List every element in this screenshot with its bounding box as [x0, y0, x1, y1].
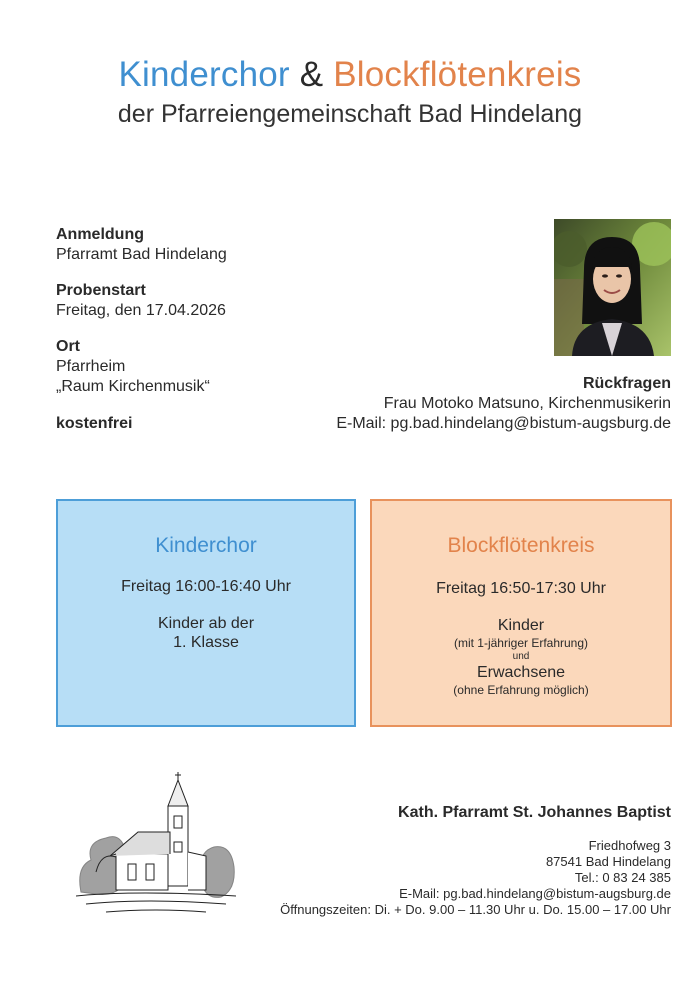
title-ampersand: &: [299, 55, 324, 94]
parish-name: Kath. Pfarramt St. Johannes Baptist: [398, 804, 671, 821]
contact-heading: Rückfragen: [582, 375, 671, 392]
start-value: Freitag, den 17.04.2026: [56, 302, 226, 319]
parish-phone: Tel.: 0 83 24 385: [574, 870, 671, 885]
place-line-1: Pfarrheim: [56, 358, 126, 375]
kinderchor-box: [56, 499, 356, 727]
church-icon: [76, 772, 236, 918]
blockfloetenkreis-time: Freitag 16:50-17:30 Uhr: [436, 580, 606, 597]
contact-name: Frau Motoko Matsuno, Kirchenmusikerin: [383, 395, 671, 412]
blockfloetenkreis-box: [370, 499, 672, 727]
kinderchor-box-title: Kinderchor: [155, 534, 257, 557]
blockfloetenkreis-group-erwachsene: Erwachsene: [476, 664, 566, 681]
contact-photo: [554, 219, 671, 356]
cost-block: [56, 414, 132, 434]
title-blockfloetenkreis: Blockflötenkreis: [333, 55, 582, 94]
blockfloetenkreis-and: und: [512, 651, 530, 662]
place-heading: Ort: [56, 338, 80, 355]
registration-heading: Anmeldung: [56, 226, 144, 243]
start-block: [56, 281, 226, 321]
kinderchor-audience-line-2: 1. Klasse: [173, 634, 239, 651]
contact-block: [336, 374, 671, 434]
parish-opening-hours: Öffnungszeiten: Di. + Do. 9.00 – 11.30 Uhr u. Do. 15.00 – 17.00 Uhr: [280, 902, 671, 917]
place-block: [56, 337, 210, 397]
parish-details: [280, 838, 671, 918]
registration-value: Pfarramt Bad Hindelang: [56, 246, 227, 263]
kinderchor-audience-line-1: Kinder ab der: [157, 615, 255, 632]
kinderchor-time: Freitag 16:00-16:40 Uhr: [121, 578, 291, 595]
start-heading: Probenstart: [56, 282, 146, 299]
cost-label: kostenfrei: [56, 415, 133, 432]
blockfloetenkreis-group-kinder: Kinder: [497, 617, 545, 634]
parish-email: E-Mail: pg.bad.hindelang@bistum-augsburg.de: [399, 886, 671, 901]
page-title: [0, 54, 700, 96]
church-sketch: [76, 772, 236, 918]
blockfloetenkreis-group-kinder-note: (mit 1-jähriger Erfahrung): [453, 636, 589, 650]
parish-city: 87541 Bad Hindelang: [545, 854, 671, 869]
page-subtitle: der Pfarreiengemeinschaft Bad Hindelang: [117, 100, 583, 128]
title-kinderchor: Kinderchor: [118, 55, 290, 94]
blockfloetenkreis-group-erwachsene-note: (ohne Erfahrung möglich): [453, 683, 589, 697]
blockfloetenkreis-box-title: Blockflötenkreis: [447, 534, 595, 557]
registration-block: [56, 225, 227, 265]
contact-email: E-Mail: pg.bad.hindelang@bistum-augsburg.de: [336, 415, 671, 432]
parish-street: Friedhofweg 3: [588, 838, 671, 853]
portrait-image: [554, 219, 671, 356]
place-line-2: „Raum Kirchenmusik“: [56, 378, 210, 395]
